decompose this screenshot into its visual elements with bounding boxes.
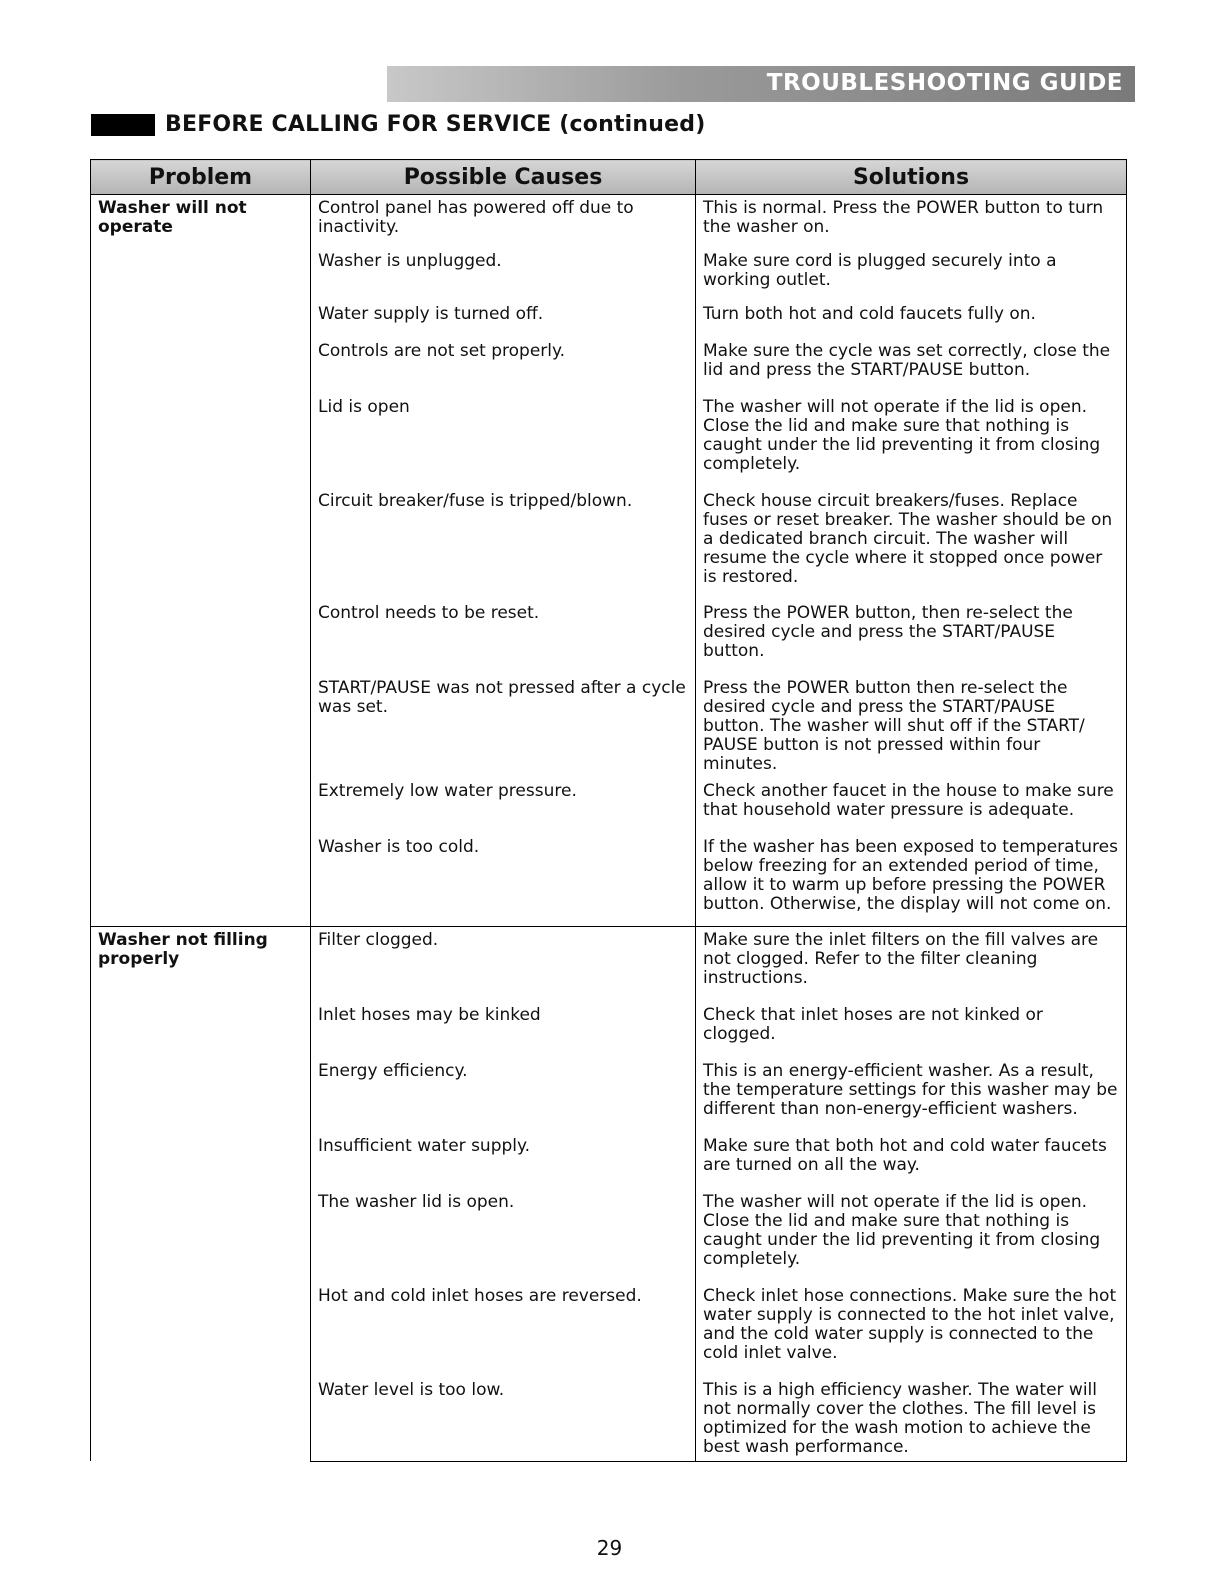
solution-cell: This is a high efficiency washer. The water will not normally cover the clothes. The fill level is optimized for the wash motion to achieve the best wash performance. [696,1377,1127,1462]
section-heading [91,112,705,137]
table-row [91,927,1127,1002]
solution-cell: This is normal. Press the POWER button to turn the washer on. [696,195,1127,248]
solution-cell: Check another faucet in the house to make sure that household water pressure is adequate. [696,778,1127,834]
solution-cell: Make sure the cycle was set correctly, close the lid and press the START/PAUSE button. [696,338,1127,394]
heading-marker-block [91,114,155,136]
solution-cell: The washer will not operate if the lid is open. Close the lid and make sure that nothing is caught under the lid preventing it from closing completely. [696,1189,1127,1283]
solution-cell: Check that inlet hoses are not kinked or clogged. [696,1002,1127,1058]
solution-cell: The washer will not operate if the lid is open. Close the lid and make sure that nothing is caught under the lid preventing it from closing completely. [696,394,1127,488]
page-number: 29 [596,1536,623,1560]
cause-cell: Insufficient water supply. [311,1133,696,1189]
solution-cell: Make sure cord is plugged securely into a working outlet. [696,248,1127,301]
column-header-solutions: Solutions [696,160,1127,195]
column-header-problem: Problem [91,160,311,195]
troubleshooting-table [90,159,1127,1462]
cause-cell: Control panel has powered off due to inactivity. [311,195,696,248]
table-row [91,195,1127,248]
solution-cell: Make sure that both hot and cold water faucets are turned on all the way. [696,1133,1127,1189]
banner-title: TROUBLESHOOTING GUIDE [766,70,1123,96]
table-header-row [91,160,1127,195]
cause-cell: Circuit breaker/fuse is tripped/blown. [311,488,696,600]
cause-cell: The washer lid is open. [311,1189,696,1283]
cause-cell: Washer is unplugged. [311,248,696,301]
cause-cell: Lid is open [311,394,696,488]
cause-cell: Filter clogged. [311,927,696,1002]
section-title: BEFORE CALLING FOR SERVICE (continued) [165,112,706,137]
solution-cell: Turn both hot and cold faucets fully on. [696,301,1127,338]
solution-cell: Check inlet hose connections. Make sure the hot water supply is connected to the hot inlet valve, and the cold water supply is connected to the cold inlet valve. [696,1283,1127,1377]
cause-cell: Energy efficiency. [311,1058,696,1133]
table-body [91,195,1127,1462]
section-banner [387,66,1135,102]
cause-cell: Water level is too low. [311,1377,696,1462]
cause-cell: Controls are not set properly. [311,338,696,394]
cause-cell: Hot and cold inlet hoses are reversed. [311,1283,696,1377]
problem-cell: Washer will not operate [91,195,311,927]
solution-cell: Check house circuit breakers/fuses. Replace fuses or reset breaker. The washer should be on a dedicated branch circuit. The washer will resume the cycle where it stopped once power is restored. [696,488,1127,600]
cause-cell: Extremely low water pressure. [311,778,696,834]
cause-cell: Inlet hoses may be kinked [311,1002,696,1058]
cause-cell: Water supply is turned off. [311,301,696,338]
solution-cell: Make sure the inlet filters on the fill valves are not clogged. Refer to the filter cleaning instructions. [696,927,1127,1002]
solution-cell: Press the POWER button, then re-select the desired cycle and press the START/PAUSE button. [696,600,1127,675]
cause-cell: START/PAUSE was not pressed after a cycle was set. [311,675,696,778]
solution-cell: Press the POWER button then re-select the desired cycle and press the START/PAUSE button. The washer will shut off if the START/ PAUSE button is not pressed within four minutes. [696,675,1127,778]
problem-cell: Washer not filling properly [91,927,311,1462]
column-header-causes: Possible Causes [311,160,696,195]
cause-cell: Washer is too cold. [311,834,696,927]
solution-cell: If the washer has been exposed to temperatures below freezing for an extended period of time, allow it to warm up before pressing the POWER button. Otherwise, the display will not come on. [696,834,1127,927]
solution-cell: This is an energy-efficient washer. As a result, the temperature settings for this washer may be different than non-energy-efficient washers. [696,1058,1127,1133]
cause-cell: Control needs to be reset. [311,600,696,675]
